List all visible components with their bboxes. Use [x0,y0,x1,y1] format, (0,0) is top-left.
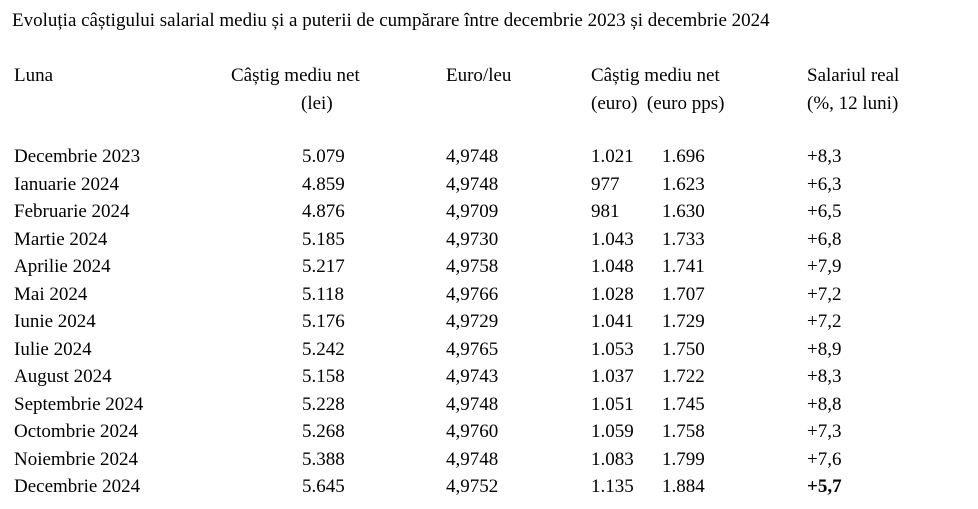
cell-salariu-real: +8,9 [807,338,842,360]
cell-castig-lei: 4.876 [302,201,345,222]
cell-salariu-real: +6,3 [807,173,842,195]
header-castig-euro [591,62,724,118]
cell-castig-euro: 1.051 [591,393,634,415]
cell-luna: Noiembrie 2024 [14,448,139,470]
header-castig-lei-line1: Câștig mediu net [231,65,360,86]
table-row [0,446,978,474]
cell-castig-lei: 5.158 [302,366,345,387]
header-luna [14,62,53,90]
cell-castig-euro: 1.053 [591,338,634,360]
header-castig-lei-line2: (lei) [301,93,333,114]
cell-euroleu: 4,9752 [446,476,499,497]
cell-salariu-real: +8,8 [807,393,842,415]
cell-euroleu: 4,9758 [446,256,499,277]
cell-castig-lei: 5.176 [302,311,345,332]
header-castig-euro-line2: (euro) (euro pps) [591,93,725,114]
cell-luna: Aprilie 2024 [14,256,111,277]
table-row [0,391,978,419]
cell-castig-pps: 1.707 [662,283,705,305]
table-row [0,336,978,364]
cell-castig-euro: 1.041 [591,311,634,332]
cell-euroleu: 4,9743 [446,366,499,387]
cell-castig-pps: 1.623 [662,173,705,195]
cell-castig-lei: 5.242 [302,338,345,360]
cell-euroleu: 4,9748 [446,448,499,470]
cell-castig-pps: 1.729 [662,311,705,332]
cell-salariu-real: +5,7 [807,476,842,497]
cell-castig-lei: 5.118 [302,283,345,305]
cell-euroleu: 4,9748 [446,173,499,195]
cell-castig-euro: 1.043 [591,228,634,250]
cell-castig-lei: 5.185 [302,228,345,250]
header-salariu-real [807,62,899,118]
header-salariu-real-line1: Salariul real [807,65,900,86]
cell-castig-pps: 1.799 [662,448,705,470]
cell-euroleu: 4,9748 [446,393,499,415]
cell-luna: Septembrie 2024 [14,393,144,415]
cell-euroleu: 4,9730 [446,228,499,250]
cell-euroleu: 4,9729 [446,311,499,332]
cell-salariu-real: +7,9 [807,256,842,277]
cell-castig-pps: 1.750 [662,338,705,360]
cell-castig-lei: 5.268 [302,421,345,442]
cell-castig-lei: 5.079 [302,146,345,167]
table-row [0,473,978,501]
header-euroleu-label: Euro/leu [446,65,512,86]
header-euroleu [446,62,511,90]
data-table-body [0,143,978,501]
cell-luna: Iunie 2024 [14,311,96,332]
cell-luna: Februarie 2024 [14,201,130,222]
cell-euroleu: 4,9765 [446,338,499,360]
header-castig-lei [231,62,360,118]
cell-castig-euro: 1.037 [591,366,634,387]
cell-castig-euro: 981 [591,201,620,222]
table-row [0,363,978,391]
cell-salariu-real: +8,3 [807,146,842,167]
cell-castig-pps: 1.722 [662,366,705,387]
cell-castig-pps: 1.630 [662,201,705,222]
cell-castig-pps: 1.745 [662,393,705,415]
cell-luna: Decembrie 2024 [14,476,141,497]
header-luna-label: Luna [14,65,54,86]
cell-salariu-real: +7,6 [807,448,842,470]
header-castig-euro-line1: Câștig mediu net [591,65,720,86]
table-row [0,308,978,336]
cell-salariu-real: +6,5 [807,201,842,222]
cell-castig-euro: 1.028 [591,283,634,305]
cell-luna: Iulie 2024 [14,338,92,360]
table-row [0,281,978,309]
cell-castig-pps: 1.741 [662,256,705,277]
cell-castig-lei: 5.388 [302,448,345,470]
cell-castig-pps: 1.758 [662,421,705,442]
table-row [0,198,978,226]
cell-castig-lei: 5.228 [302,393,345,415]
cell-salariu-real: +6,8 [807,228,842,250]
cell-castig-pps: 1.884 [662,476,705,497]
cell-luna: Mai 2024 [14,283,88,305]
cell-castig-euro: 977 [591,173,620,195]
table-row [0,253,978,281]
cell-castig-pps: 1.696 [662,146,705,167]
header-salariu-real-line2: (%, 12 luni) [807,93,899,114]
cell-luna: Octombrie 2024 [14,421,139,442]
table-row [0,143,978,171]
cell-euroleu: 4,9766 [446,283,499,305]
cell-castig-lei: 5.645 [302,476,345,497]
cell-castig-euro: 1.059 [591,421,634,442]
cell-castig-pps: 1.733 [662,228,705,250]
cell-salariu-real: +7,3 [807,421,842,442]
cell-salariu-real: +7,2 [807,283,842,305]
cell-castig-euro: 1.048 [591,256,634,277]
cell-euroleu: 4,9748 [446,146,499,167]
cell-castig-euro: 1.135 [591,476,634,497]
cell-castig-lei: 5.217 [302,256,345,277]
cell-castig-euro: 1.083 [591,448,634,470]
page-title: Evoluția câștigului salarial mediu și a puterii de cumpărare între decembrie 2023 și decembrie 2024 [12,10,770,31]
cell-euroleu: 4,9709 [446,201,499,222]
cell-luna: Decembrie 2023 [14,146,141,167]
cell-luna: Martie 2024 [14,228,108,250]
cell-luna: August 2024 [14,366,112,387]
cell-luna: Ianuarie 2024 [14,173,119,195]
cell-euroleu: 4,9760 [446,421,499,442]
table-row [0,418,978,446]
cell-castig-euro: 1.021 [591,146,634,167]
cell-salariu-real: +8,3 [807,366,842,387]
table-row [0,171,978,199]
cell-salariu-real: +7,2 [807,311,842,332]
table-row [0,226,978,254]
cell-castig-lei: 4.859 [302,173,345,195]
